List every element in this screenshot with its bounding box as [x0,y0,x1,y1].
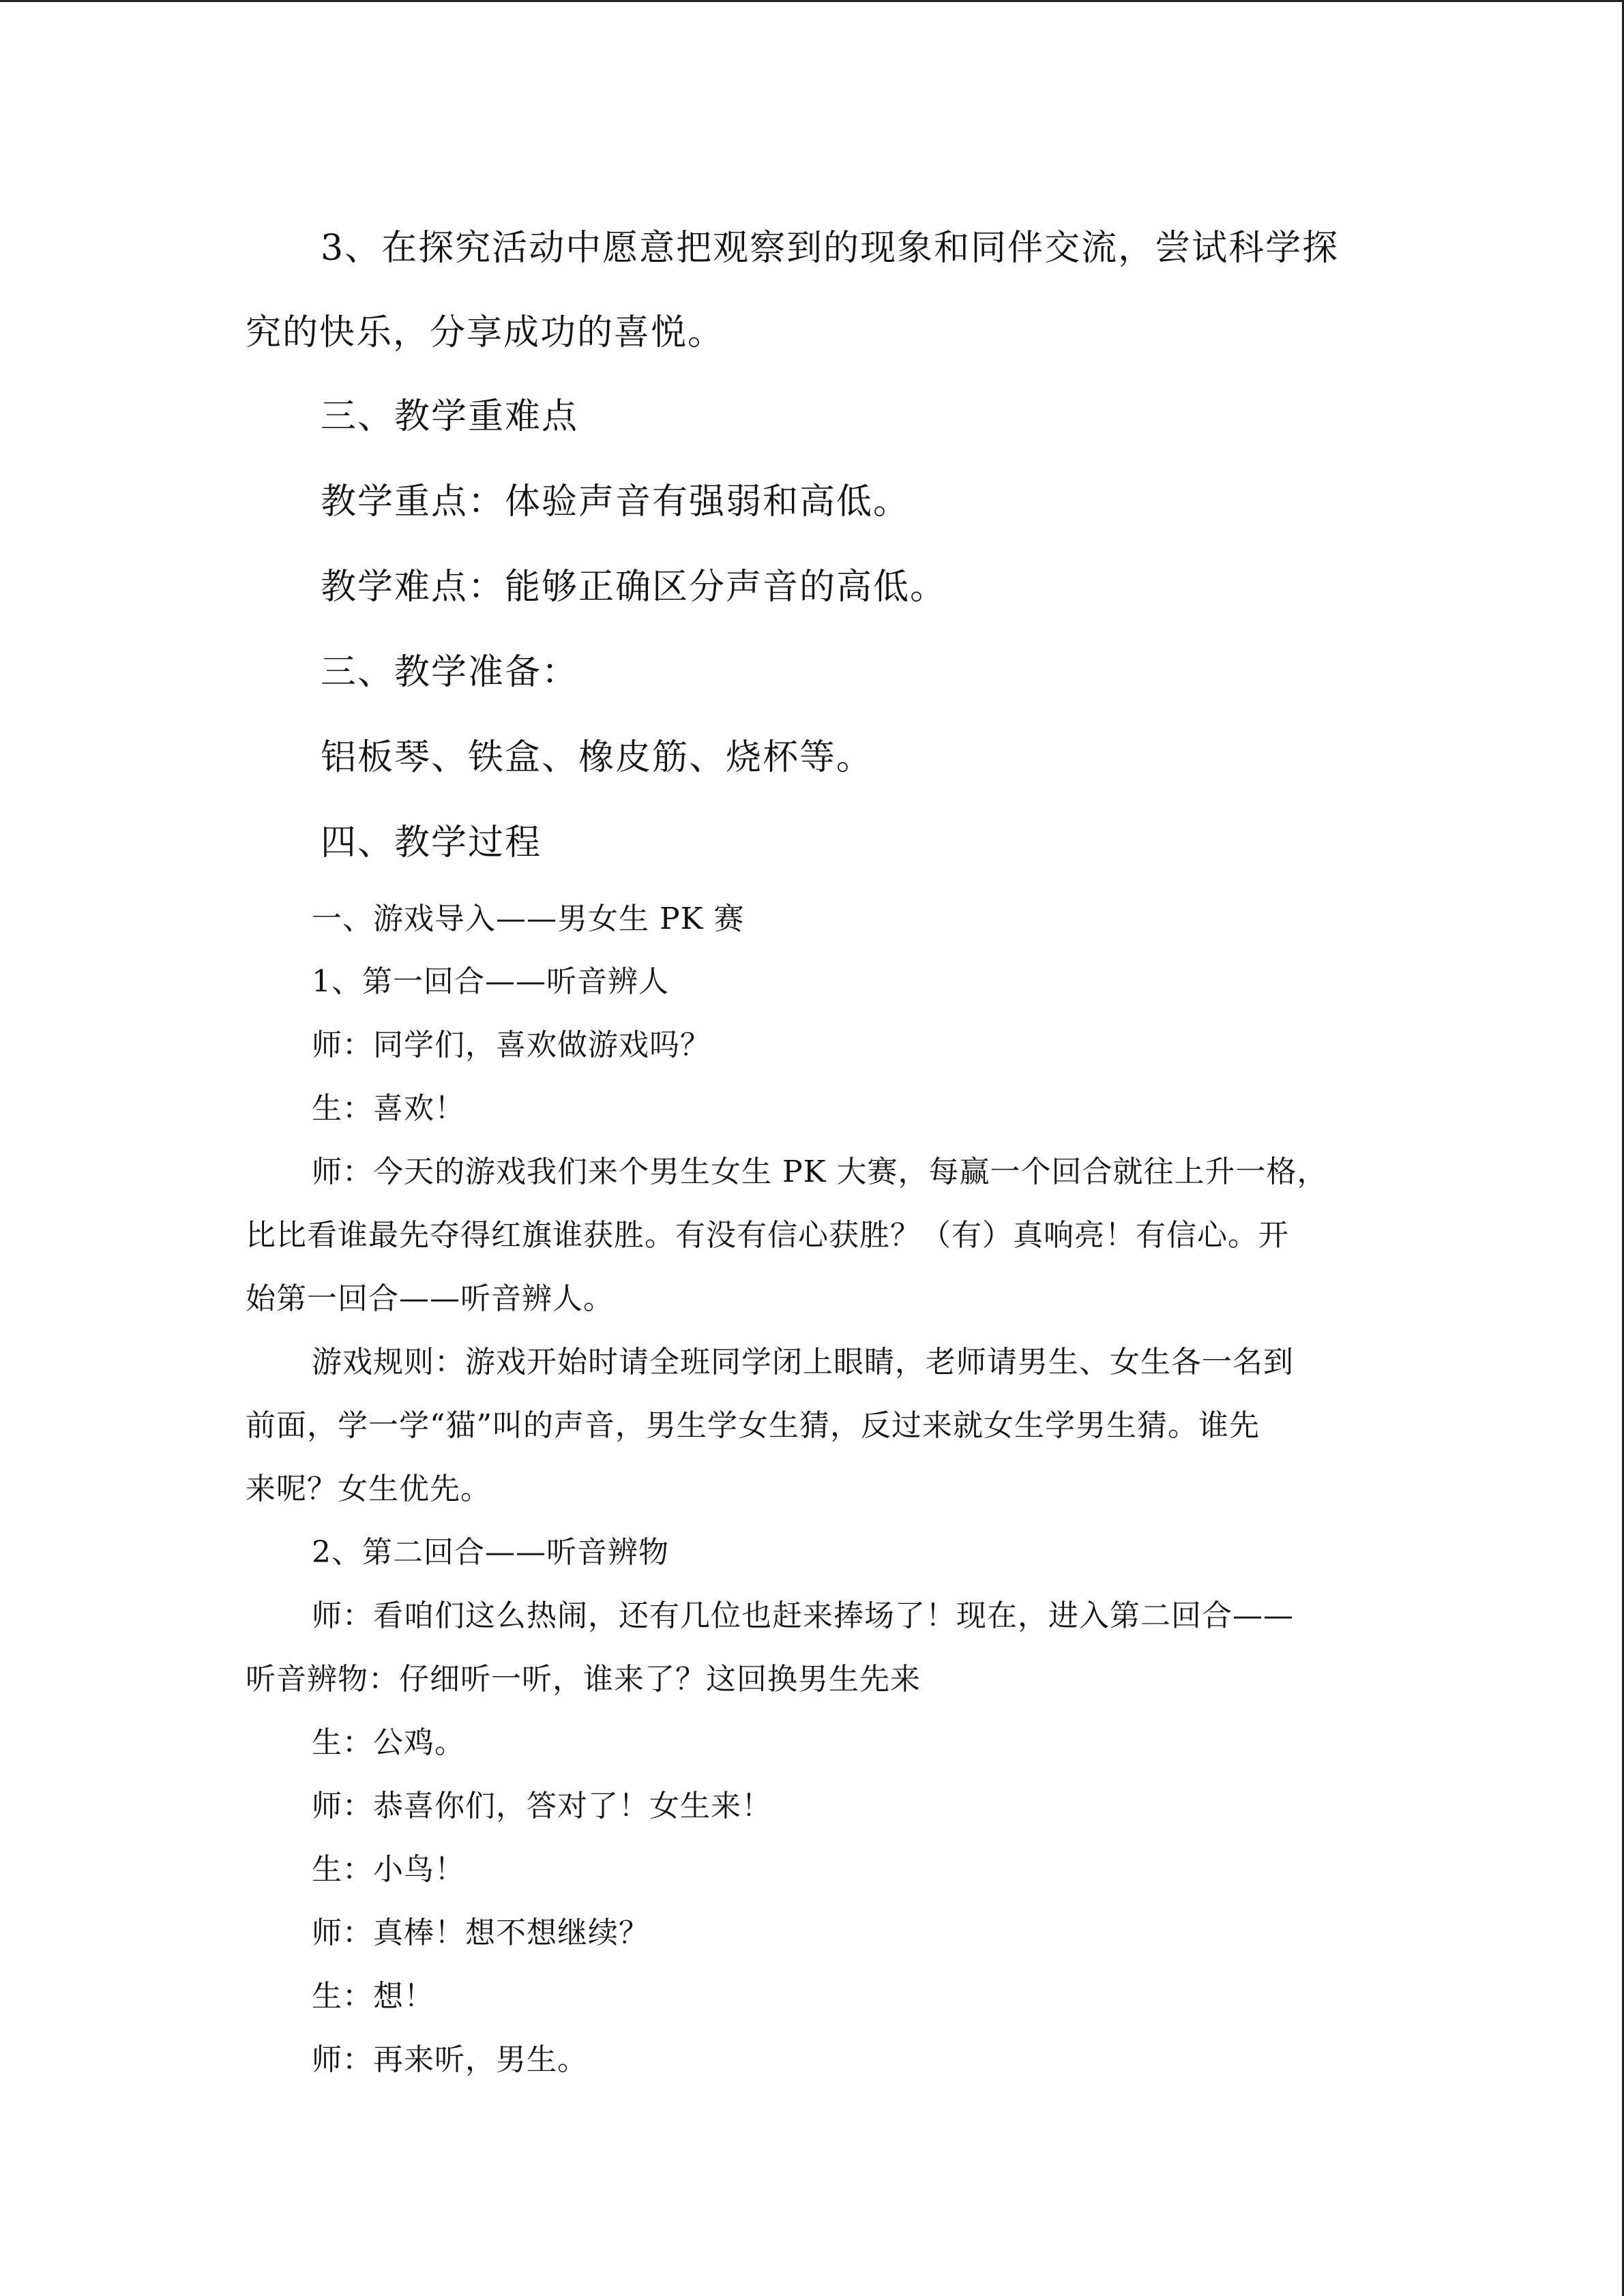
subheading-round-1: 1、第一回合——听音辨人 [312,964,669,999]
dialogue-line: 师：再来听，男生。 [312,2042,588,2077]
dialogue-line: 生：想！ [312,1979,434,2014]
paragraph-difficult-point: 教学难点：能够正确区分声音的高低。 [321,567,947,608]
dialogue-line: 生：公鸡。 [312,1725,465,1760]
subheading-round-2: 2、第二回合——听音辨物 [312,1535,669,1570]
dialogue-line-cont: 听音辨物：仔细听一听，谁来了？这回换男生先来 [246,1662,921,1697]
dialogue-line: 师：看咱们这么热闹，还有几位也赶来捧场了！现在，进入第二回合—— [312,1598,1294,1633]
subheading-game-intro: 一、游戏导入——男女生 PK 赛 [312,901,745,936]
section-heading-process: 四、教学过程 [321,822,542,863]
paragraph-game-rules: 游戏规则：游戏开始时请全班同学闭上眼睛，老师请男生、女生各一名到 [312,1345,1294,1380]
paragraph-objective-3-cont: 究的快乐，分享成功的喜悦。 [246,312,725,353]
dialogue-line-cont: 始第一回合——听音辨人。 [246,1281,614,1316]
dialogue-line: 生：小鸟！ [312,1852,465,1887]
paragraph-key-point: 教学重点：体验声音有强弱和高低。 [321,481,911,522]
dialogue-line-cont: 比比看谁最先夺得红旗谁获胜。有没有信心获胜？（有）真响亮！有信心。开 [246,1218,1289,1253]
paragraph-game-rules-cont: 前面，学一学“猫”叫的声音，男生学女生猜，反过来就女生学男生猜。谁先 [246,1408,1260,1443]
dialogue-line: 师：恭喜你们，答对了！女生来！ [312,1789,772,1823]
paragraph-materials: 铝板琴、铁盒、橡皮筋、烧杯等。 [321,737,874,778]
section-heading-preparation: 三、教学准备： [321,652,579,693]
dialogue-line: 师：今天的游戏我们来个男生女生 PK 大赛，每赢一个回合就往上升一格， [312,1154,1328,1189]
paragraph-objective-3: 3、在探究活动中愿意把观察到的现象和同伴交流，尝试科学探 [321,228,1340,269]
paragraph-game-rules-cont: 来呢？女生优先。 [246,1472,491,1506]
section-heading-key-points: 三、教学重难点 [321,396,579,437]
dialogue-line: 师：真棒！想不想继续？ [312,1915,649,1950]
dialogue-line: 生：喜欢！ [312,1091,465,1126]
dialogue-line: 师：同学们，喜欢做游戏吗？ [312,1028,711,1062]
